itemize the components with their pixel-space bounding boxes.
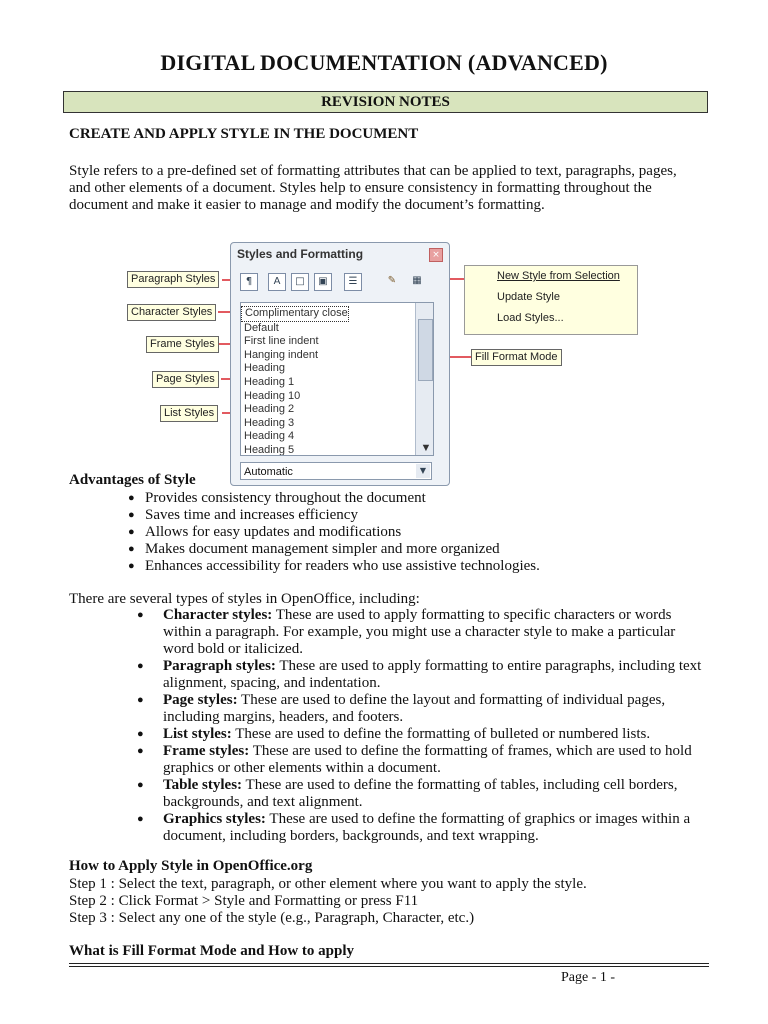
term: Paragraph styles: xyxy=(163,658,276,674)
page-styles-icon[interactable]: ▣ xyxy=(314,273,332,291)
howto-heading: How to Apply Style in OpenOffice.org xyxy=(69,858,313,874)
style-list[interactable] xyxy=(240,302,434,456)
chevron-down-icon[interactable]: ▼ xyxy=(416,464,430,478)
list-item: ● Provides consistency throughout the document xyxy=(128,490,426,506)
steps xyxy=(69,876,709,927)
list-item: ● Allows for easy updates and modifications xyxy=(128,524,402,540)
list-item: ● Saves time and increases efficiency xyxy=(128,507,358,523)
definition: These are used to define the formatting of bulleted or numbered lists. xyxy=(231,726,651,742)
list-item[interactable]: Heading 1 xyxy=(244,375,295,388)
list-scrollbar[interactable] xyxy=(415,303,433,455)
list-item-text: Allows for easy updates and modifications xyxy=(145,524,402,540)
page-title: DIGITAL DOCUMENTATION (ADVANCED) xyxy=(160,50,608,75)
frame-styles-icon[interactable]: □ xyxy=(291,273,309,291)
definition: These are used to define the formatting of frames, which are used to hold graphics or other elements within a document. xyxy=(163,743,692,776)
menu-item-update-style[interactable]: Update Style xyxy=(497,291,560,303)
style-types-list xyxy=(137,607,708,845)
term: List styles: xyxy=(163,726,232,742)
character-styles-callout: Character Styles xyxy=(127,304,216,321)
list-item: ● Makes document management simpler and more organized xyxy=(128,541,500,557)
scrollbar-thumb[interactable] xyxy=(418,319,433,381)
character-styles-icon[interactable]: A xyxy=(268,273,286,291)
definition: These are used to define the formatting of graphics or images within a document, including borders, backgrounds, and text wrapping. xyxy=(163,811,691,844)
paragraph-styles-callout: Paragraph Styles xyxy=(127,271,219,288)
list-item-text: Enhances accessibility for readers who use assistive technologies. xyxy=(145,558,540,574)
list-item-text: Makes document management simpler and more organized xyxy=(145,541,500,557)
page-styles-callout: Page Styles xyxy=(152,371,219,388)
intro-line: Style refers to a pre-defined set of formatting attributes that can be applied to text, paragraphs, pages, xyxy=(69,163,677,179)
list-item[interactable]: Heading 2 xyxy=(244,403,295,416)
list-item[interactable]: Heading 3 xyxy=(244,416,295,429)
footer-divider xyxy=(69,963,709,964)
menu-item-load-styles[interactable]: Load Styles... xyxy=(497,312,564,324)
footer-divider xyxy=(69,966,709,967)
window-title: Styles and Formatting xyxy=(237,247,364,261)
list-item[interactable]: Heading 4 xyxy=(244,430,295,443)
list-item: ● Enhances accessibility for readers who use assistive technologies. xyxy=(128,558,540,574)
styles-formatting-figure xyxy=(125,238,645,488)
intro-line: document and make it easier to manage and modify the document’s formatting. xyxy=(69,197,545,213)
paragraph-styles-icon[interactable]: ¶ xyxy=(240,273,258,291)
fill-format-icon[interactable]: ✎ xyxy=(387,275,397,286)
list-item-text: Provides consistency throughout the document xyxy=(145,490,426,506)
term: Page styles: xyxy=(163,692,238,708)
advantages-list xyxy=(128,490,705,575)
revision-notes-banner: REVISION NOTES xyxy=(63,91,708,113)
list-styles-icon[interactable]: ☰ xyxy=(344,273,362,291)
fill-format-mode-callout: Fill Format Mode xyxy=(471,349,562,366)
list-item[interactable]: Heading 10 xyxy=(244,389,301,402)
term: Table styles: xyxy=(163,777,243,793)
scroll-down-icon[interactable]: ▼ xyxy=(420,442,432,454)
new-style-icon[interactable]: ▦ xyxy=(412,275,422,286)
list-item[interactable]: First line indent xyxy=(244,335,319,348)
definition: These are used to apply formatting to specific characters or words within a paragraph. For example, you might use a character style to make a particular word bold or italicized. xyxy=(163,607,676,657)
list-item[interactable]: Hanging indent xyxy=(244,348,319,361)
list-styles-callout: List Styles xyxy=(160,405,218,422)
types-intro: There are several types of styles in OpenOffice, including: xyxy=(69,591,420,607)
term: Frame styles: xyxy=(163,743,250,759)
intro-paragraph xyxy=(69,163,709,214)
intro-line: and other elements of a document. Styles help to ensure consistency in formatting throughout the xyxy=(69,180,652,196)
page-number: Page - 1 - xyxy=(561,970,616,985)
close-icon[interactable]: × xyxy=(429,248,443,262)
term: Graphics styles: xyxy=(163,811,266,827)
filter-select-value: Automatic xyxy=(244,466,293,478)
list-item[interactable]: Default xyxy=(244,321,279,334)
new-style-menu xyxy=(464,265,638,335)
list-item: ● Frame styles: These are used to define the formatting of frames, which are used to hold graphics or other elements within a document. xyxy=(137,743,692,776)
list-item: ● List styles: These are used to define the formatting of bulleted or numbered lists. xyxy=(137,726,651,742)
term: Character styles: xyxy=(163,607,273,623)
menu-item-new-style[interactable]: New Style from Selection xyxy=(497,270,620,282)
filter-select[interactable] xyxy=(240,462,432,480)
fill-format-heading: What is Fill Format Mode and How to apply xyxy=(69,943,355,959)
list-item: ● Page styles: These are used to define the layout and formatting of individual pages, including margins, headers, and footers. xyxy=(137,692,666,725)
definition: These are used to define the formatting of tables, including cell borders, backgrounds, and text alignment. xyxy=(163,777,678,810)
list-item[interactable]: Complimentary close xyxy=(241,306,349,322)
list-item: ● Table styles: These are used to define the formatting of tables, including cell borders, backgrounds, and text alignment. xyxy=(137,777,678,810)
list-item: ● Paragraph styles: These are used to apply formatting to entire paragraphs, including text alignment, spacing, and indentation. xyxy=(137,658,702,691)
list-item-text: Saves time and increases efficiency xyxy=(145,507,358,523)
list-item[interactable]: Heading 5 xyxy=(244,443,295,456)
advantages-heading: Advantages of Style xyxy=(69,472,196,488)
list-item[interactable]: Heading xyxy=(244,362,285,375)
section-heading-create-style: CREATE AND APPLY STYLE IN THE DOCUMENT xyxy=(69,126,419,142)
list-item: ● Graphics styles: These are used to define the formatting of graphics or images within a document, including borders, backgrounds, and text wrapping. xyxy=(137,811,691,844)
styles-formatting-window xyxy=(230,242,450,486)
definition: These are used to define the layout and formatting of individual pages, including margins, headers, and footers. xyxy=(163,692,666,725)
list-item: ● Character styles: These are used to apply formatting to specific characters or words within a paragraph. For example, you might use a character style to make a particular word bold or italicized. xyxy=(137,607,676,657)
step: Step 3 : Select any one of the style (e.g., Paragraph, Character, etc.) xyxy=(69,910,475,926)
step: Step 2 : Click Format > Style and Formatting or press F11 xyxy=(69,893,419,909)
step: Step 1 : Select the text, paragraph, or other element where you want to apply the style. xyxy=(69,876,587,892)
definition: These are used to apply formatting to entire paragraphs, including text alignment, spacing, and indentation. xyxy=(163,658,702,691)
frame-styles-callout: Frame Styles xyxy=(146,336,219,353)
